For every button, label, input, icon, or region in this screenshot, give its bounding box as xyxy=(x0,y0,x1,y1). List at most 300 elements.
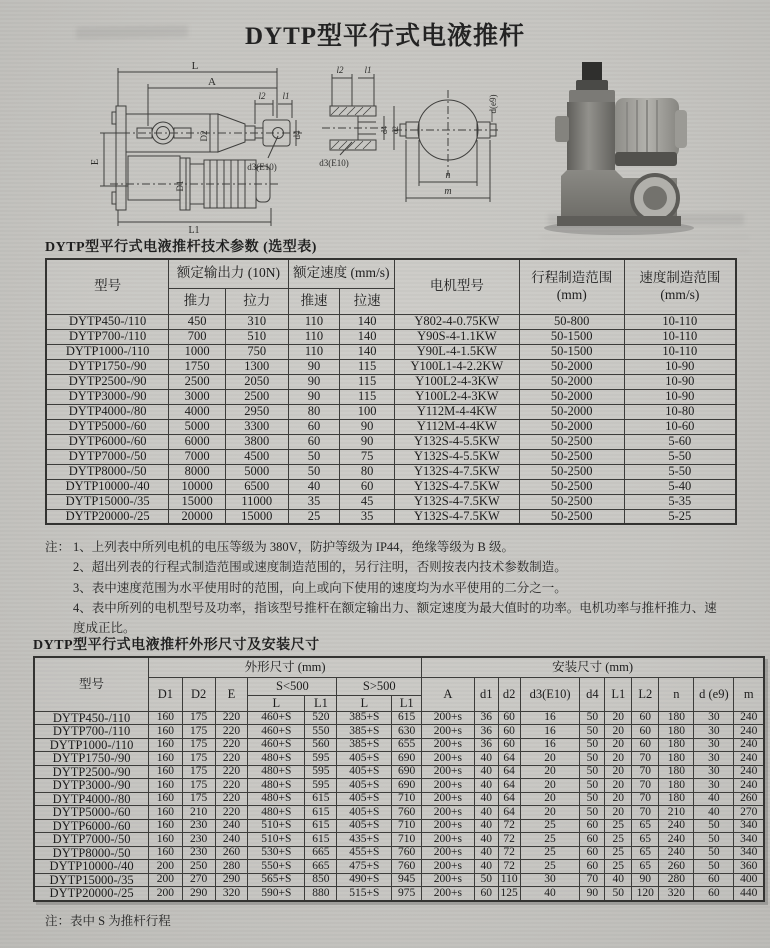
value-cell: 665 xyxy=(305,860,337,874)
value-cell: 140 xyxy=(340,344,395,359)
value-cell: 20 xyxy=(605,779,632,793)
value-cell: 25 xyxy=(288,509,340,524)
value-cell: 3300 xyxy=(225,419,288,434)
value-cell: 615 xyxy=(305,833,337,847)
model-cell: DYTP450-/110 xyxy=(34,711,149,725)
value-cell: 175 xyxy=(182,792,215,806)
trunnion-dim-n: n xyxy=(445,170,451,181)
value-cell: 40 xyxy=(474,765,498,779)
value-cell: 20 xyxy=(520,792,580,806)
model-cell: DYTP7000-/50 xyxy=(34,833,149,847)
value-cell: 510 xyxy=(225,329,288,344)
value-cell: 530+S xyxy=(248,846,305,860)
value-cell: 655 xyxy=(392,738,422,752)
notes-prefix: 注： xyxy=(45,540,71,554)
table-row xyxy=(34,792,764,806)
value-cell: 630 xyxy=(392,725,422,739)
value-cell: 50 xyxy=(288,464,340,479)
col-header-d2: d2 xyxy=(498,677,520,711)
value-cell: 160 xyxy=(149,806,183,820)
value-cell: 175 xyxy=(182,765,215,779)
value-cell: 320 xyxy=(659,887,694,901)
value-cell: Y112M-4-4KW xyxy=(394,404,519,419)
value-cell: 480+S xyxy=(248,765,305,779)
value-cell: 270 xyxy=(182,873,215,887)
value-cell: 710 xyxy=(392,833,422,847)
value-cell: 10-110 xyxy=(624,344,736,359)
value-cell: 615 xyxy=(305,806,337,820)
value-cell: 60 xyxy=(474,887,498,901)
outline-drawing xyxy=(40,58,500,236)
value-cell: 710 xyxy=(392,792,422,806)
value-cell: 450 xyxy=(169,314,226,329)
value-cell: 64 xyxy=(498,752,520,766)
value-cell: 455+S xyxy=(337,846,392,860)
value-cell: 50-2500 xyxy=(519,449,624,464)
trunnion-dim-m: m xyxy=(444,186,452,197)
value-cell: 250 xyxy=(182,860,215,874)
value-cell: 975 xyxy=(392,887,422,901)
value-cell: 15000 xyxy=(169,494,226,509)
value-cell: 60 xyxy=(632,711,659,725)
value-cell: 850 xyxy=(305,873,337,887)
value-cell: 340 xyxy=(734,846,764,860)
value-cell: 220 xyxy=(215,779,248,793)
value-cell: 70 xyxy=(632,752,659,766)
value-cell: 760 xyxy=(392,846,422,860)
table-row xyxy=(34,860,764,874)
table-row xyxy=(34,725,764,739)
value-cell: 40 xyxy=(474,846,498,860)
value-cell: 64 xyxy=(498,765,520,779)
value-cell: 480+S xyxy=(248,752,305,766)
value-cell: 90 xyxy=(632,873,659,887)
col-header-L2: L2 xyxy=(632,677,659,711)
table-row xyxy=(34,738,764,752)
model-cell: DYTP3000-/90 xyxy=(46,389,169,404)
col-header-rated-force: 额定输出力 (10N) xyxy=(169,259,288,288)
value-cell: Y132S-4-7.5KW xyxy=(394,509,519,524)
value-cell: 60 xyxy=(694,873,734,887)
value-cell: 60 xyxy=(498,738,520,752)
value-cell: 25 xyxy=(520,819,580,833)
model-cell: DYTP7000-/50 xyxy=(46,449,169,464)
value-cell: Y802-4-0.75KW xyxy=(394,314,519,329)
value-cell: 200+s xyxy=(422,738,475,752)
value-cell: 2950 xyxy=(225,404,288,419)
value-cell: 5-50 xyxy=(624,464,736,479)
value-cell: 10-90 xyxy=(624,359,736,374)
value-cell: 590+S xyxy=(248,887,305,901)
value-cell: 120 xyxy=(632,887,659,901)
value-cell: 5-35 xyxy=(624,494,736,509)
value-cell: 240 xyxy=(734,738,764,752)
model-cell: DYTP700-/110 xyxy=(46,329,169,344)
value-cell: 70 xyxy=(632,792,659,806)
value-cell: 30 xyxy=(694,725,734,739)
value-cell: 280 xyxy=(659,873,694,887)
value-cell: 60 xyxy=(498,725,520,739)
value-cell: 1750 xyxy=(169,359,226,374)
section-dim-l1: l1 xyxy=(364,65,372,75)
product-photo xyxy=(527,58,712,238)
value-cell: 30 xyxy=(694,711,734,725)
value-cell: Y90L-4-1.5KW xyxy=(394,344,519,359)
value-cell: 180 xyxy=(659,711,694,725)
value-cell: 4500 xyxy=(225,449,288,464)
value-cell: 200+s xyxy=(422,752,475,766)
table-row xyxy=(46,314,736,329)
value-cell: 10-80 xyxy=(624,404,736,419)
value-cell: 40 xyxy=(474,779,498,793)
note-item-4: 4、表中所列的电机型号及功率，指该型号推杆在额定输出力、额定速度为最大值时的功率。电机功率与推杆推力、速度成正比。 xyxy=(73,600,717,635)
value-cell: 200+s xyxy=(422,725,475,739)
value-cell: 16 xyxy=(520,738,580,752)
value-cell: 220 xyxy=(215,792,248,806)
value-cell: 8000 xyxy=(169,464,226,479)
value-cell: 240 xyxy=(659,819,694,833)
value-cell: 240 xyxy=(734,779,764,793)
value-cell: Y100L1-4-2.2KW xyxy=(394,359,519,374)
value-cell: 64 xyxy=(498,806,520,820)
value-cell: 240 xyxy=(734,752,764,766)
value-cell: 240 xyxy=(659,846,694,860)
value-cell: 20 xyxy=(605,738,632,752)
value-cell: 200 xyxy=(149,873,183,887)
value-cell: 20 xyxy=(605,725,632,739)
value-cell: 50 xyxy=(580,711,605,725)
value-cell: 280 xyxy=(215,860,248,874)
note-item-2: 2、超出列表的行程式制造范围或速度制造范围的，另行注明，否则按表内技术参数制造。 xyxy=(73,560,567,575)
table-row xyxy=(46,419,736,434)
value-cell: 5-50 xyxy=(624,449,736,464)
value-cell: 565+S xyxy=(248,873,305,887)
value-cell: 60 xyxy=(632,725,659,739)
value-cell: Y132S-4-7.5KW xyxy=(394,464,519,479)
value-cell: 20 xyxy=(605,765,632,779)
value-cell: 360 xyxy=(734,860,764,874)
value-cell: 200 xyxy=(149,887,183,901)
table-row xyxy=(34,819,764,833)
value-cell: 25 xyxy=(605,846,632,860)
value-cell: 340 xyxy=(734,833,764,847)
model-cell: DYTP8000-/50 xyxy=(34,846,149,860)
model-cell: DYTP15000-/35 xyxy=(46,494,169,509)
value-cell: 210 xyxy=(659,806,694,820)
model-cell: DYTP10000-/40 xyxy=(46,479,169,494)
col-header-push-speed: 推速 xyxy=(288,288,340,314)
value-cell: 385+S xyxy=(337,738,392,752)
value-cell: 2050 xyxy=(225,374,288,389)
value-cell: 50-2000 xyxy=(519,389,624,404)
dim-label-A: A xyxy=(208,76,216,88)
col-header-A: A xyxy=(422,677,475,711)
value-cell: 20 xyxy=(605,711,632,725)
value-cell: 405+S xyxy=(337,779,392,793)
dim-label-D2: D2 xyxy=(199,130,209,142)
value-cell: 65 xyxy=(632,833,659,847)
value-cell: 510+S xyxy=(248,833,305,847)
model-cell: DYTP4000-/80 xyxy=(46,404,169,419)
dim-label-d4: d4 xyxy=(292,130,302,140)
value-cell: 50-2000 xyxy=(519,404,624,419)
value-cell: 160 xyxy=(149,765,183,779)
value-cell: 385+S xyxy=(337,725,392,739)
value-cell: 40 xyxy=(694,792,734,806)
value-cell: 70 xyxy=(632,765,659,779)
value-cell: 70 xyxy=(632,779,659,793)
value-cell: 35 xyxy=(288,494,340,509)
model-cell: DYTP5000-/60 xyxy=(34,806,149,820)
value-cell: 240 xyxy=(734,711,764,725)
table-row xyxy=(46,449,736,464)
value-cell: 50 xyxy=(580,779,605,793)
value-cell: 50 xyxy=(580,738,605,752)
value-cell: Y132S-4-7.5KW xyxy=(394,479,519,494)
value-cell: 175 xyxy=(182,779,215,793)
value-cell: 200+s xyxy=(422,860,475,874)
col-header-L-gt: L xyxy=(337,695,392,711)
bleedthrough-artifact xyxy=(540,250,750,252)
value-cell: 25 xyxy=(520,860,580,874)
col-header-pull-force: 拉力 xyxy=(225,288,288,314)
col-header-E: E xyxy=(215,677,248,711)
value-cell: 200+s xyxy=(422,873,475,887)
value-cell: 460+S xyxy=(248,725,305,739)
value-cell: 340 xyxy=(734,819,764,833)
value-cell: 115 xyxy=(340,359,395,374)
value-cell: 175 xyxy=(182,738,215,752)
table-row xyxy=(46,344,736,359)
model-cell: DYTP20000-/25 xyxy=(34,887,149,901)
value-cell: 460+S xyxy=(248,711,305,725)
value-cell: 200+s xyxy=(422,833,475,847)
value-cell: 220 xyxy=(215,806,248,820)
dim-label-D1: D1 xyxy=(175,180,185,192)
value-cell: 4000 xyxy=(169,404,226,419)
value-cell: 160 xyxy=(149,792,183,806)
value-cell: 50 xyxy=(694,819,734,833)
table-row xyxy=(34,833,764,847)
value-cell: 560 xyxy=(305,738,337,752)
value-cell: 615 xyxy=(305,792,337,806)
value-cell: 40 xyxy=(474,806,498,820)
value-cell: Y90S-4-1.1KW xyxy=(394,329,519,344)
value-cell: 40 xyxy=(474,860,498,874)
model-cell: DYTP1000-/110 xyxy=(46,344,169,359)
value-cell: 230 xyxy=(182,819,215,833)
value-cell: 10-90 xyxy=(624,374,736,389)
value-cell: 80 xyxy=(340,464,395,479)
col-header-model: 型号 xyxy=(46,259,169,314)
value-cell: 1000 xyxy=(169,344,226,359)
value-cell: 200+s xyxy=(422,819,475,833)
value-cell: 595 xyxy=(305,765,337,779)
value-cell: 50-800 xyxy=(519,314,624,329)
value-cell: 65 xyxy=(632,819,659,833)
note-item-1: 1、上列表中所列电机的电压等级为 380V，防护等级为 IP44，绝缘等级为 B 级。 xyxy=(73,540,514,554)
value-cell: 175 xyxy=(182,725,215,739)
value-cell: 405+S xyxy=(337,806,392,820)
value-cell: 90 xyxy=(288,359,340,374)
value-cell: 160 xyxy=(149,752,183,766)
value-cell: 760 xyxy=(392,860,422,874)
value-cell: 75 xyxy=(340,449,395,464)
trunnion-dim-d: d(e9) xyxy=(488,94,498,114)
value-cell: 750 xyxy=(225,344,288,359)
col-header-d1: d1 xyxy=(474,677,498,711)
group-header-s-lt-500: S<500 xyxy=(248,677,337,695)
value-cell: 50 xyxy=(580,806,605,820)
value-cell: 50-1500 xyxy=(519,329,624,344)
value-cell: 550+S xyxy=(248,860,305,874)
value-cell: 110 xyxy=(288,344,340,359)
table-row xyxy=(34,887,764,901)
value-cell: 30 xyxy=(694,738,734,752)
value-cell: 240 xyxy=(734,765,764,779)
value-cell: 290 xyxy=(215,873,248,887)
model-cell: DYTP6000-/60 xyxy=(34,819,149,833)
model-cell: DYTP2500-/90 xyxy=(46,374,169,389)
value-cell: 320 xyxy=(215,887,248,901)
value-cell: 180 xyxy=(659,738,694,752)
value-cell: 72 xyxy=(498,819,520,833)
value-cell: 690 xyxy=(392,765,422,779)
value-cell: 20 xyxy=(520,752,580,766)
value-cell: 50 xyxy=(694,833,734,847)
value-cell: 90 xyxy=(580,887,605,901)
value-cell: 65 xyxy=(632,860,659,874)
value-cell: 40 xyxy=(474,833,498,847)
table-row xyxy=(34,765,764,779)
value-cell: 110 xyxy=(498,873,520,887)
tech-params-table xyxy=(45,258,737,525)
value-cell: 40 xyxy=(474,752,498,766)
dim-label-l1: l1 xyxy=(282,91,290,101)
value-cell: 72 xyxy=(498,860,520,874)
value-cell: 510+S xyxy=(248,819,305,833)
value-cell: 36 xyxy=(474,711,498,725)
value-cell: 200 xyxy=(149,860,183,874)
value-cell: 550 xyxy=(305,725,337,739)
value-cell: 125 xyxy=(498,887,520,901)
value-cell: 50-2500 xyxy=(519,434,624,449)
value-cell: 690 xyxy=(392,779,422,793)
value-cell: 50 xyxy=(605,887,632,901)
value-cell: 25 xyxy=(605,860,632,874)
value-cell: 595 xyxy=(305,779,337,793)
model-cell: DYTP2500-/90 xyxy=(34,765,149,779)
value-cell: 160 xyxy=(149,738,183,752)
value-cell: 180 xyxy=(659,765,694,779)
value-cell: 690 xyxy=(392,752,422,766)
value-cell: 50-2500 xyxy=(519,494,624,509)
value-cell: 210 xyxy=(182,806,215,820)
value-cell: 220 xyxy=(215,765,248,779)
table-row xyxy=(46,479,736,494)
value-cell: 405+S xyxy=(337,752,392,766)
value-cell: 160 xyxy=(149,779,183,793)
value-cell: 60 xyxy=(498,711,520,725)
model-cell: DYTP8000-/50 xyxy=(46,464,169,479)
value-cell: 3800 xyxy=(225,434,288,449)
value-cell: 30 xyxy=(694,752,734,766)
section-dim-d2: d2 xyxy=(391,126,400,134)
value-cell: 220 xyxy=(215,752,248,766)
value-cell: 175 xyxy=(182,752,215,766)
value-cell: 64 xyxy=(498,792,520,806)
value-cell: 60 xyxy=(288,434,340,449)
value-cell: 20 xyxy=(605,806,632,820)
value-cell: 200+s xyxy=(422,792,475,806)
value-cell: 200+s xyxy=(422,806,475,820)
section-dim-l2: l2 xyxy=(336,65,344,75)
value-cell: 50 xyxy=(694,860,734,874)
dim-label-L: L xyxy=(191,60,199,72)
value-cell: 405+S xyxy=(337,765,392,779)
value-cell: 20 xyxy=(520,779,580,793)
section-dim-d4: d4 xyxy=(380,126,389,134)
value-cell: 480+S xyxy=(248,779,305,793)
value-cell: 60 xyxy=(580,819,605,833)
value-cell: 700 xyxy=(169,329,226,344)
value-cell: 5-40 xyxy=(624,479,736,494)
product-photo-image xyxy=(527,58,712,238)
value-cell: 65 xyxy=(632,846,659,860)
model-cell: DYTP1000-/110 xyxy=(34,738,149,752)
value-cell: 200+s xyxy=(422,846,475,860)
model-cell: DYTP4000-/80 xyxy=(34,792,149,806)
value-cell: 70 xyxy=(580,873,605,887)
col-header-d3: d3(E10) xyxy=(520,677,580,711)
value-cell: 40 xyxy=(474,792,498,806)
table-row xyxy=(34,846,764,860)
col-header-D1: D1 xyxy=(149,677,183,711)
value-cell: 10-60 xyxy=(624,419,736,434)
value-cell: 50-2000 xyxy=(519,359,624,374)
value-cell: 110 xyxy=(288,329,340,344)
value-cell: 180 xyxy=(659,752,694,766)
value-cell: 405+S xyxy=(337,792,392,806)
value-cell: 615 xyxy=(392,711,422,725)
value-cell: 11000 xyxy=(225,494,288,509)
value-cell: Y100L2-4-3KW xyxy=(394,389,519,404)
value-cell: Y112M-4-4KW xyxy=(394,419,519,434)
value-cell: 180 xyxy=(659,779,694,793)
value-cell: 60 xyxy=(694,887,734,901)
col-header-stroke-range: 行程制造范围 (mm) xyxy=(519,259,624,314)
value-cell: 515+S xyxy=(337,887,392,901)
footer-note: 注：表中 S 为推杆行程 xyxy=(45,914,171,928)
value-cell: 90 xyxy=(340,434,395,449)
page-title: DYTP型平行式电液推杆 xyxy=(244,23,526,50)
value-cell: 710 xyxy=(392,819,422,833)
value-cell: Y132S-4-7.5KW xyxy=(394,494,519,509)
value-cell: 260 xyxy=(659,860,694,874)
table-row xyxy=(46,389,736,404)
value-cell: 90 xyxy=(288,374,340,389)
col-header-L1-lt: L1 xyxy=(305,695,337,711)
table-row xyxy=(46,404,736,419)
value-cell: 25 xyxy=(605,819,632,833)
notes-block xyxy=(45,537,717,638)
value-cell: 200+s xyxy=(422,765,475,779)
value-cell: 25 xyxy=(605,833,632,847)
value-cell: 20 xyxy=(605,752,632,766)
value-cell: 10-110 xyxy=(624,314,736,329)
value-cell: 60 xyxy=(580,833,605,847)
group-header-s-gt-500: S>500 xyxy=(337,677,422,695)
